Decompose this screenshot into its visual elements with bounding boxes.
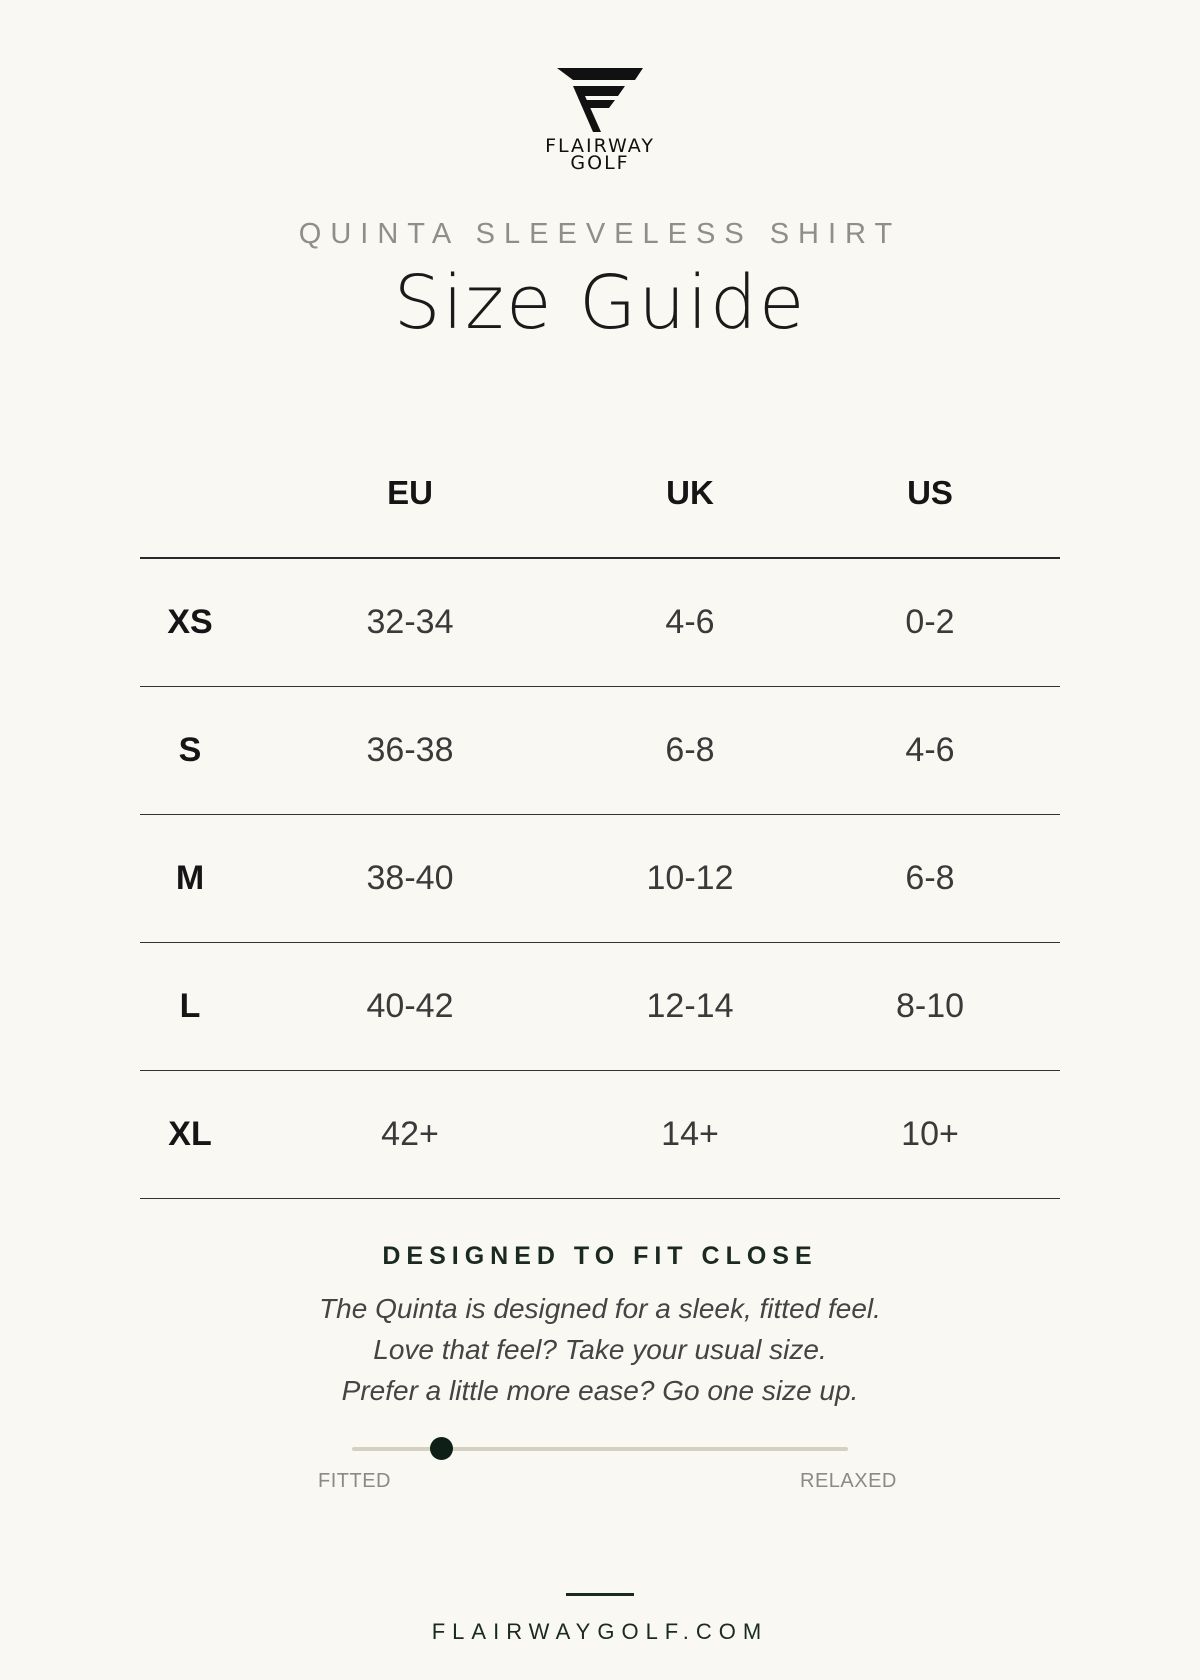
- footer-url[interactable]: FLAIRWAYGOLF.COM: [431, 1619, 769, 1644]
- column-header-size: [140, 444, 240, 558]
- size-cell: L: [140, 943, 240, 1071]
- eu-cell: 42+: [240, 1071, 580, 1199]
- eu-cell: 36-38: [240, 687, 580, 815]
- us-cell: 8-10: [800, 943, 1060, 1071]
- uk-cell: 14+: [580, 1071, 800, 1199]
- us-cell: 4-6: [800, 687, 1060, 815]
- table-row: [140, 815, 1060, 943]
- brand-name-line1: FLAIRWAY: [545, 135, 655, 157]
- footer-divider: [566, 1593, 634, 1596]
- eu-cell: 32-34: [240, 558, 580, 687]
- fit-scale-label-relaxed: RELAXED: [800, 1470, 897, 1492]
- fit-description: [0, 1288, 1200, 1411]
- column-header-eu: EU: [240, 444, 580, 558]
- table-row: [140, 1071, 1060, 1199]
- column-header-uk: UK: [580, 444, 800, 558]
- size-cell: XL: [140, 1071, 240, 1199]
- table-row: [140, 687, 1060, 815]
- fit-line: Love that feel? Take your usual size.: [373, 1334, 827, 1365]
- brand-logo: [0, 68, 1200, 172]
- product-name: QUINTA SLEEVELESS SHIRT: [298, 218, 902, 250]
- brand-name: [0, 135, 1200, 174]
- fit-scale-track: [352, 1447, 848, 1451]
- table-header-row: [140, 444, 1060, 558]
- fit-scale-label-fitted: FITTED: [318, 1470, 391, 1492]
- us-cell: 0-2: [800, 558, 1060, 687]
- eu-cell: 40-42: [240, 943, 580, 1071]
- fit-line: The Quinta is designed for a sleek, fitted feel.: [319, 1293, 881, 1324]
- size-table: [140, 444, 1060, 1199]
- uk-cell: 12-14: [580, 943, 800, 1071]
- size-cell: M: [140, 815, 240, 943]
- fit-scale-marker: [430, 1437, 453, 1460]
- size-cell: S: [140, 687, 240, 815]
- uk-cell: 4-6: [580, 558, 800, 687]
- size-cell: XS: [140, 558, 240, 687]
- brand-name-line2: GOLF: [570, 152, 630, 174]
- fit-line: Prefer a little more ease? Go one size up.: [341, 1375, 859, 1406]
- us-cell: 6-8: [800, 815, 1060, 943]
- uk-cell: 10-12: [580, 815, 800, 943]
- eu-cell: 38-40: [240, 815, 580, 943]
- table-row: [140, 943, 1060, 1071]
- page-title: Size Guide: [393, 260, 807, 346]
- table-row: [140, 558, 1060, 687]
- column-header-us: US: [800, 444, 1060, 558]
- fit-heading: DESIGNED TO FIT CLOSE: [382, 1242, 818, 1270]
- uk-cell: 6-8: [580, 687, 800, 815]
- us-cell: 10+: [800, 1071, 1060, 1199]
- flairway-f-icon: [555, 68, 645, 132]
